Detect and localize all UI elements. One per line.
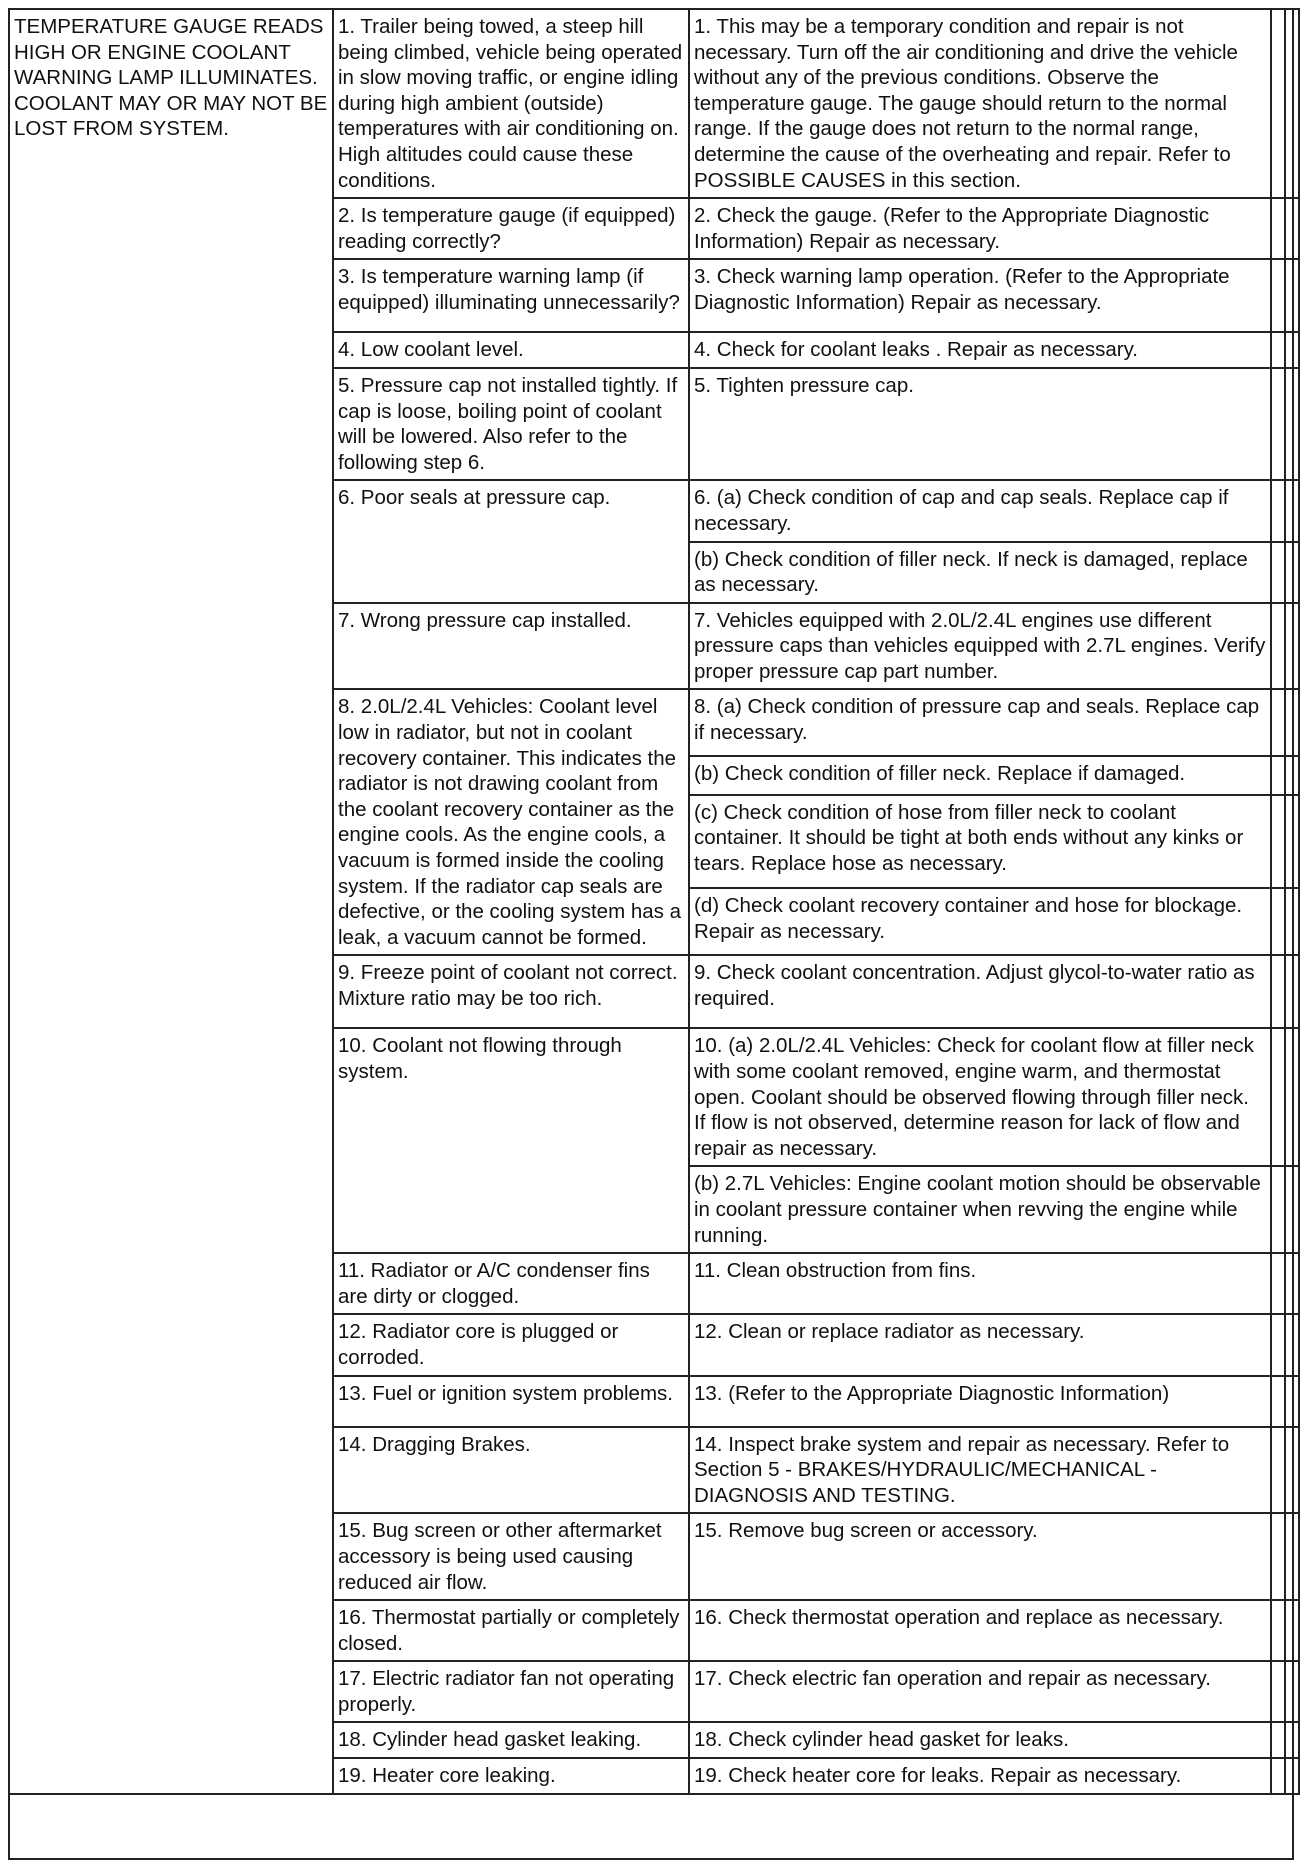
blank-column-cell <box>1271 1427 1285 1514</box>
possible-cause-cell: 10. Coolant not flowing through system. <box>333 1028 689 1253</box>
correction-cell: (c) Check condition of hose from filler neck to coolant container. It should be tight at both ends without any kinks or tears. Replace hose as necessary. <box>689 795 1271 889</box>
possible-cause-cell: 17. Electric radiator fan not operating properly. <box>333 1661 689 1722</box>
blank-column-cell <box>1285 1253 1299 1314</box>
blank-column-cell <box>1271 1661 1285 1722</box>
correction-cell: 10. (a) 2.0L/2.4L Vehicles: Check for coolant flow at filler neck with some coolant removed, engine warm, and thermostat open. Coolant should be observed flowing through filler neck. If flow is not observed, determine reason for lack of flow and repair as necessary. <box>689 1028 1271 1166</box>
blank-column-cell <box>1271 1166 1285 1253</box>
blank-column-cell <box>1271 332 1285 368</box>
correction-cell: 1. This may be a temporary condition and repair is not necessary. Turn off the air conditioning and drive the vehicle without any of the previous conditions. Observe the temperature gauge. The gauge should return to the normal range. If the gauge does not return to the normal range, determine the cause of the overheating and repair. Refer to POSSIBLE CAUSES in this section. <box>689 9 1271 198</box>
blank-column-cell <box>1271 9 1285 198</box>
possible-cause-cell: 7. Wrong pressure cap installed. <box>333 603 689 690</box>
blank-column-cell <box>1271 480 1285 541</box>
blank-column-cell <box>1285 198 1299 259</box>
possible-cause-cell: 14. Dragging Brakes. <box>333 1427 689 1514</box>
blank-column-cell <box>1271 1253 1285 1314</box>
blank-column-cell <box>1285 368 1299 480</box>
blank-column-cell <box>1285 1427 1299 1514</box>
blank-column-cell <box>1285 795 1299 889</box>
possible-cause-cell: 9. Freeze point of coolant not correct. Mixture ratio may be too rich. <box>333 955 689 1028</box>
possible-cause-cell: 8. 2.0L/2.4L Vehicles: Coolant level low in radiator, but not in coolant recovery container. This indicates the radiator is not drawing coolant from the coolant recovery container as the engine cools. As the engine cools, a vacuum is formed inside the cooling system. If the radiator cap seals are defective, or the cooling system has a leak, a vacuum cannot be formed. <box>333 689 689 955</box>
possible-cause-cell: 15. Bug screen or other aftermarket accessory is being used causing reduced air flow. <box>333 1513 689 1600</box>
possible-cause-cell: 3. Is temperature warning lamp (if equipped) illuminating unnecessarily? <box>333 259 689 332</box>
table-row <box>9 9 1299 198</box>
correction-cell: 16. Check thermostat operation and replace as necessary. <box>689 1600 1271 1661</box>
blank-column-cell <box>1285 1722 1299 1758</box>
correction-cell: 4. Check for coolant leaks . Repair as necessary. <box>689 332 1271 368</box>
blank-column-cell <box>1271 368 1285 480</box>
blank-column-cell <box>1285 1376 1299 1427</box>
blank-column-cell <box>1271 756 1285 795</box>
blank-column-cell <box>1285 1758 1299 1794</box>
blank-column-cell <box>1285 9 1299 198</box>
blank-column-cell <box>1285 1513 1299 1600</box>
blank-column-cell <box>1271 1314 1285 1375</box>
correction-cell: 13. (Refer to the Appropriate Diagnostic Information) <box>689 1376 1271 1427</box>
blank-column-cell <box>1271 1513 1285 1600</box>
correction-cell: 11. Clean obstruction from fins. <box>689 1253 1271 1314</box>
correction-cell: 15. Remove bug screen or accessory. <box>689 1513 1271 1600</box>
blank-column-cell <box>1285 689 1299 755</box>
blank-column-cell <box>1271 1376 1285 1427</box>
blank-column-cell <box>1285 955 1299 1028</box>
blank-column-cell <box>1285 603 1299 690</box>
correction-cell: 14. Inspect brake system and repair as necessary. Refer to Section 5 - BRAKES/HYDRAULIC/MECHANICAL - DIAGNOSIS AND TESTING. <box>689 1427 1271 1514</box>
correction-cell: 7. Vehicles equipped with 2.0L/2.4L engines use different pressure caps than vehicles equipped with 2.7L engines. Verify proper pressure cap part number. <box>689 603 1271 690</box>
possible-cause-cell: 4. Low coolant level. <box>333 332 689 368</box>
possible-cause-cell: 18. Cylinder head gasket leaking. <box>333 1722 689 1758</box>
blank-column-cell <box>1285 756 1299 795</box>
correction-cell: (b) Check condition of filler neck. Replace if damaged. <box>689 756 1271 795</box>
possible-cause-cell: 12. Radiator core is plugged or corroded. <box>333 1314 689 1375</box>
possible-cause-cell: 2. Is temperature gauge (if equipped) reading correctly? <box>333 198 689 259</box>
blank-column-cell <box>1285 1314 1299 1375</box>
correction-cell: 18. Check cylinder head gasket for leaks. <box>689 1722 1271 1758</box>
blank-column-cell <box>1285 1028 1299 1166</box>
possible-cause-cell: 11. Radiator or A/C condenser fins are dirty or clogged. <box>333 1253 689 1314</box>
diagnosis-table-frame <box>8 8 1294 1860</box>
diagnosis-table-body <box>9 9 1299 1794</box>
possible-cause-cell: 1. Trailer being towed, a steep hill being climbed, vehicle being operated in slow moving traffic, or engine idling during high ambient (outside) temperatures with air conditioning on. High altitudes could cause these conditions. <box>333 9 689 198</box>
possible-cause-cell: 5. Pressure cap not installed tightly. If cap is loose, boiling point of coolant will be lowered. Also refer to the following step 6. <box>333 368 689 480</box>
blank-column-cell <box>1285 332 1299 368</box>
symptom-cell: TEMPERATURE GAUGE READS HIGH OR ENGINE COOLANT WARNING LAMP ILLUMINATES. COOLANT MAY OR MAY NOT BE LOST FROM SYSTEM. <box>9 9 333 1794</box>
correction-cell: 19. Check heater core for leaks. Repair as necessary. <box>689 1758 1271 1794</box>
blank-column-cell <box>1271 1722 1285 1758</box>
blank-column-cell <box>1285 480 1299 541</box>
correction-cell: 2. Check the gauge. (Refer to the Appropriate Diagnostic Information) Repair as necessary. <box>689 198 1271 259</box>
correction-cell: 9. Check coolant concentration. Adjust glycol-to-water ratio as required. <box>689 955 1271 1028</box>
diagnosis-table <box>8 8 1300 1795</box>
blank-column-cell <box>1285 888 1299 955</box>
correction-cell: 12. Clean or replace radiator as necessary. <box>689 1314 1271 1375</box>
blank-column-cell <box>1285 1166 1299 1253</box>
blank-column-cell <box>1271 1600 1285 1661</box>
blank-column-cell <box>1285 259 1299 332</box>
possible-cause-cell: 13. Fuel or ignition system problems. <box>333 1376 689 1427</box>
blank-column-cell <box>1271 689 1285 755</box>
correction-cell: 17. Check electric fan operation and repair as necessary. <box>689 1661 1271 1722</box>
blank-column-cell <box>1271 1758 1285 1794</box>
possible-cause-cell: 16. Thermostat partially or completely closed. <box>333 1600 689 1661</box>
correction-cell: (b) Check condition of filler neck. If neck is damaged, replace as necessary. <box>689 542 1271 603</box>
possible-cause-cell: 19. Heater core leaking. <box>333 1758 689 1794</box>
blank-column-cell <box>1271 603 1285 690</box>
correction-cell: 5. Tighten pressure cap. <box>689 368 1271 480</box>
blank-column-cell <box>1271 542 1285 603</box>
blank-column-cell <box>1285 1661 1299 1722</box>
possible-cause-cell: 6. Poor seals at pressure cap. <box>333 480 689 602</box>
blank-column-cell <box>1271 955 1285 1028</box>
blank-column-cell <box>1271 888 1285 955</box>
blank-column-cell <box>1271 1028 1285 1166</box>
correction-cell: (d) Check coolant recovery container and hose for blockage. Repair as necessary. <box>689 888 1271 955</box>
blank-column-cell <box>1285 1600 1299 1661</box>
blank-column-cell <box>1285 542 1299 603</box>
correction-cell: 8. (a) Check condition of pressure cap and seals. Replace cap if necessary. <box>689 689 1271 755</box>
blank-column-cell <box>1271 259 1285 332</box>
correction-cell: (b) 2.7L Vehicles: Engine coolant motion should be observable in coolant pressure container when revving the engine while running. <box>689 1166 1271 1253</box>
blank-column-cell <box>1271 795 1285 889</box>
correction-cell: 6. (a) Check condition of cap and cap seals. Replace cap if necessary. <box>689 480 1271 541</box>
blank-column-cell <box>1271 198 1285 259</box>
correction-cell: 3. Check warning lamp operation. (Refer to the Appropriate Diagnostic Information) Repair as necessary. <box>689 259 1271 332</box>
